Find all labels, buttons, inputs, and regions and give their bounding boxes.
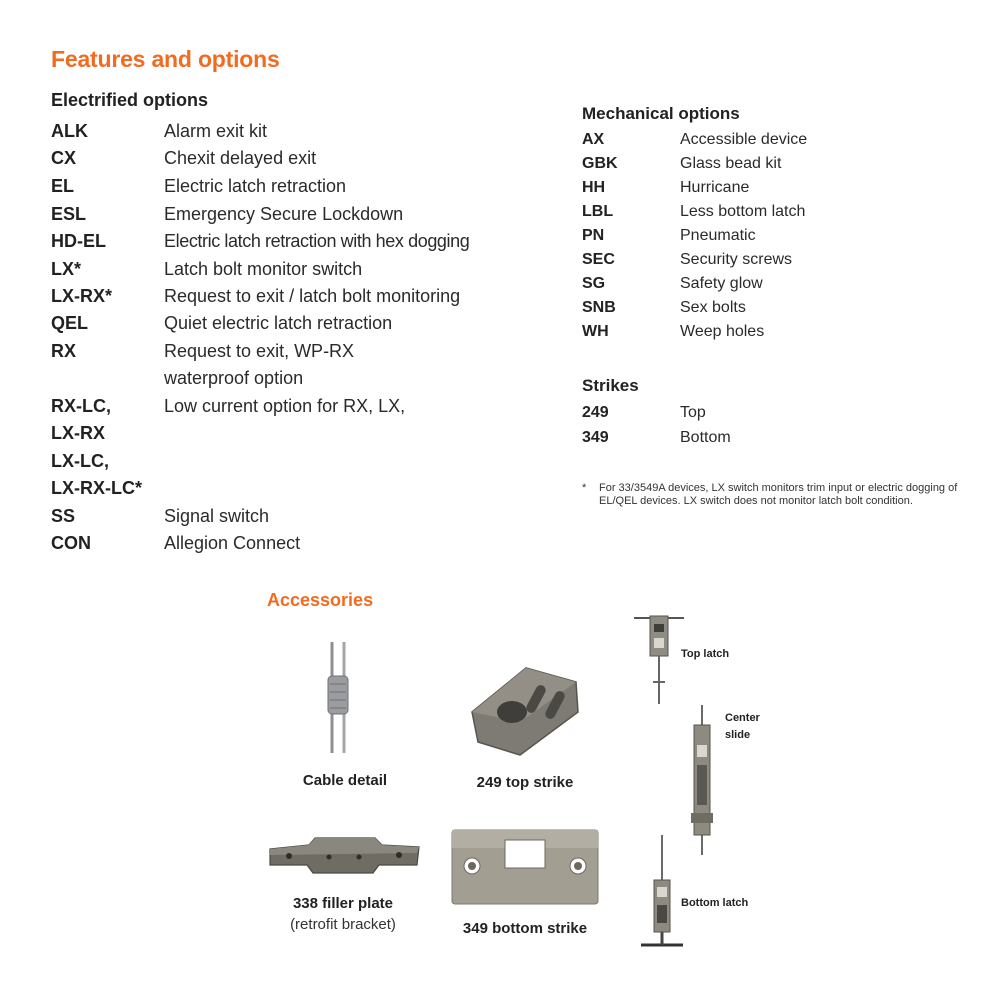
filler-plate-338-caption: 338 filler plate (292, 895, 394, 912)
mechanical-desc-pn: Pneumatic (680, 227, 756, 244)
mechanical-code-wh: WH (582, 323, 609, 340)
mechanical-desc-sg: Safety glow (680, 275, 763, 292)
accessories-title: Accessories (267, 590, 374, 610)
footnote-marker: * (582, 482, 587, 494)
electrified-code-qel: QEL (51, 313, 89, 333)
electrified-code-lx-rx-lc-line2: LX-RX (51, 423, 105, 443)
mechanical-options-title: Mechanical options (582, 104, 740, 123)
electrified-desc-ss: Signal switch (164, 506, 270, 526)
top-strike-249-caption: 249 top strike (476, 774, 574, 791)
electrified-desc-con: Allegion Connect (164, 533, 301, 553)
mechanical-desc-wh: Weep holes (680, 323, 765, 340)
electrified-desc-esl: Emergency Secure Lockdown (164, 204, 404, 224)
electrified-code-alk: ALK (51, 121, 88, 141)
strike-desc-349: Bottom (680, 429, 731, 446)
strikes-title: Strikes (582, 376, 639, 395)
mechanical-desc-lbl: Less bottom latch (680, 203, 806, 220)
center-slide-image (682, 705, 722, 855)
mechanical-code-sec: SEC (582, 251, 615, 268)
electrified-code-lx-lc: LX-LC, (51, 451, 109, 471)
electrified-code-ss: SS (51, 506, 76, 526)
mechanical-desc-gbk: Glass bead kit (680, 155, 782, 172)
electrified-desc-hd-el: Electric latch retraction with hex dogging (164, 231, 470, 251)
electrified-code-esl: ESL (51, 204, 87, 224)
mechanical-code-gbk: GBK (582, 155, 618, 172)
strike-code-349: 349 (582, 429, 609, 446)
mechanical-code-pn: PN (582, 227, 605, 244)
mechanical-desc-snb: Sex bolts (680, 299, 746, 316)
mechanical-desc-hh: Hurricane (680, 179, 750, 196)
top-latch-caption: Top latch (681, 648, 730, 660)
top-latch-image (632, 612, 687, 704)
electrified-desc-low-current: Low current option for RX, LX, (164, 396, 406, 416)
center-slide-caption-1: Center (725, 712, 760, 724)
electrified-code-el: EL (51, 176, 75, 196)
electrified-code-con: CON (51, 533, 91, 553)
electrified-code-cx: CX (51, 148, 77, 168)
strike-desc-249: Top (680, 404, 706, 421)
bottom-strike-349-caption: 349 bottom strike (462, 920, 588, 937)
bottom-latch-caption: Bottom latch (681, 897, 749, 909)
electrified-code-rx-lc: RX-LC, (51, 396, 111, 416)
cable-detail-image (315, 640, 365, 755)
bottom-latch-image (635, 835, 690, 950)
center-slide-caption-2: slide (725, 729, 751, 741)
electrified-code-lx-rx-lc: LX-RX-LC* (51, 478, 142, 498)
filler-plate-338-subcaption: (retrofit bracket) (290, 916, 396, 933)
mechanical-code-ax: AX (582, 131, 605, 148)
mechanical-code-sg: SG (582, 275, 606, 292)
mechanical-desc-sec: Security screws (680, 251, 793, 268)
mechanical-code-hh: HH (582, 179, 606, 196)
electrified-desc-rx-line2: waterproof option (164, 368, 304, 388)
electrified-desc-lx-rx: Request to exit / latch bolt monitoring (164, 286, 461, 306)
electrified-desc-cx: Chexit delayed exit (164, 148, 317, 168)
mechanical-desc-ax: Accessible device (680, 131, 808, 148)
page-title: Features and options (51, 46, 280, 72)
footnote-text: For 33/3549A devices, LX switch monitors trim input or electric dogging of EL/QEL devices. LX switch does not monitor latch bolt condition. (599, 482, 958, 507)
electrified-options-title: Electrified options (51, 90, 209, 110)
cable-detail-caption: Cable detail (302, 772, 388, 789)
electrified-code-lx: LX* (51, 259, 82, 279)
bottom-strike-349-image (450, 828, 600, 908)
electrified-desc-el: Electric latch retraction (164, 176, 347, 196)
mechanical-code-snb: SNB (582, 299, 616, 316)
electrified-code-lx-rx: LX-RX* (51, 286, 113, 306)
top-strike-249-image (468, 660, 583, 760)
electrified-desc-alk: Alarm exit kit (164, 121, 268, 141)
mechanical-code-lbl: LBL (582, 203, 614, 220)
electrified-desc-lx: Latch bolt monitor switch (164, 259, 363, 279)
filler-plate-338-image (267, 835, 422, 880)
strike-code-249: 249 (582, 404, 609, 421)
electrified-desc-qel: Quiet electric latch retraction (164, 313, 393, 333)
electrified-code-hd-el: HD-EL (51, 231, 106, 251)
electrified-desc-rx: Request to exit, WP-RX (164, 341, 355, 361)
electrified-code-rx: RX (51, 341, 77, 361)
